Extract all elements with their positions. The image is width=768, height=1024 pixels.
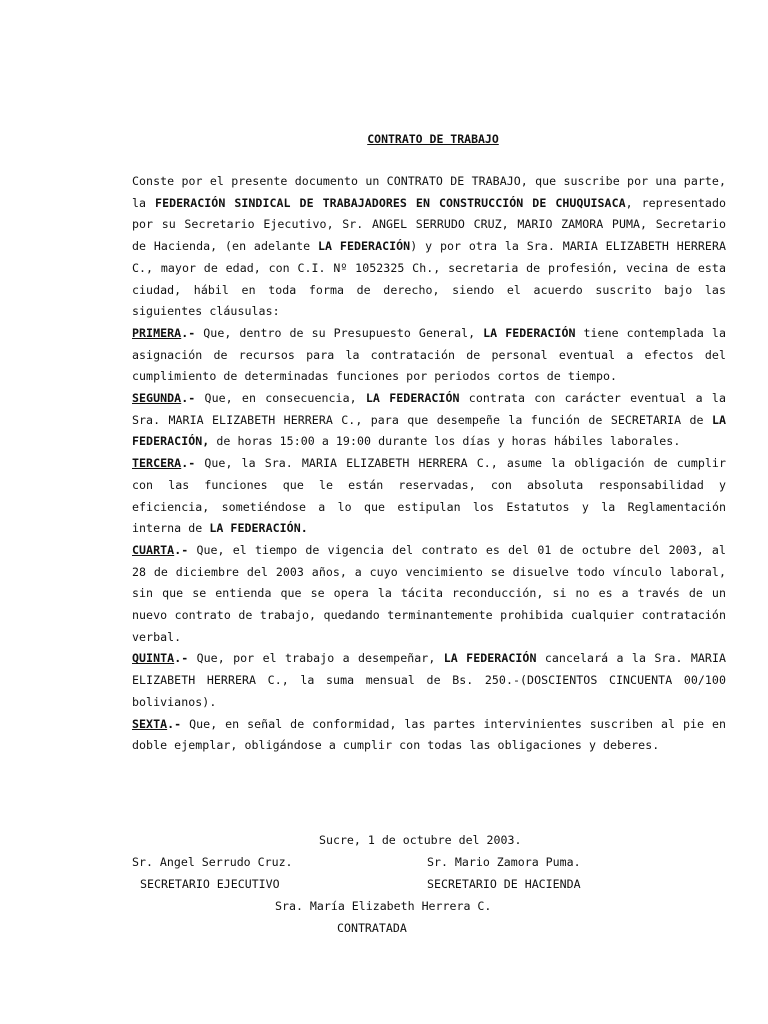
clause-label: TERCERA (132, 456, 182, 471)
contract-document (132, 128, 726, 757)
clause-text: de horas 15:00 a 19:00 durante los días y horas hábiles laborales. (209, 434, 681, 449)
signer-1-role: SECRETARIO EJECUTIVO (140, 877, 280, 891)
clause-bold: LA FEDERACIÓN, (132, 412, 726, 449)
federation-full-name: FEDERACIÓN SINDICAL DE TRABAJADORES EN CONSTRUCCIÓN DE CHUQUISACA (155, 195, 626, 210)
clause-bold: LA FEDERACIÓN. (209, 521, 308, 536)
clause-sep: .- (174, 542, 189, 557)
clause-bold: LA FEDERACIÓN (365, 391, 460, 406)
intro-text-2: , representado por su Secretario Ejecutivo, Sr. ANGEL SERRUDO CRUZ, MARIO ZAMORA PUMA, Secretario de Hacienda, (en adelante (132, 195, 727, 254)
clause-sep: .- (181, 391, 196, 406)
signer-3-name: Sra. María Elizabeth Herrera C. (275, 899, 492, 913)
intro-text-3: ) y por otra la Sra. MARIA ELIZABETH HERRERA C., mayor de edad, con C.I. Nº 1052325 Ch., secretaria de profesión, vecina de esta ciudad, hábil en toda forma de derecho, siendo el acuerdo suscrito bajo las siguientes cláusulas: (132, 239, 727, 319)
clause-text: cancelará a la Sra. MARIA ELIZABETH HERRERA C., la suma mensual de Bs. 250.-(DOSCIENTOS CINCUENTA 00/100 bolivianos). (132, 651, 727, 709)
clause-text: Que, la Sra. MARIA ELIZABETH HERRERA C., asume la obligación de cumplir con las funciones que le están reservadas, con absoluta responsabilidad y eficiencia, sometiéndose a lo que estipulan los Estatutos y la Reglamentación interna de (132, 456, 726, 536)
clause-tercera (132, 453, 726, 540)
clause-text: Que, en señal de conformidad, las partes intervinientes suscriben al pie en doble ejemplar, obligándose a cumplir con todas las obligaciones y deberes. (132, 716, 726, 753)
clause-label: SEGUNDA (132, 391, 182, 406)
clause-bold: LA FEDERACIÓN (483, 325, 576, 340)
clause-sep: .- (167, 716, 182, 731)
signer-2-name: Sr. Mario Zamora Puma. (427, 855, 581, 869)
clause-sep: .- (181, 456, 196, 471)
clause-segunda (132, 388, 726, 453)
signer-2-role: SECRETARIO DE HACIENDA (427, 877, 581, 891)
clause-label: SEXTA (132, 716, 168, 731)
clause-sexta (132, 714, 726, 757)
clause-text: contrata con carácter eventual a la Sra. MARIA ELIZABETH HERRERA C., para que desempeñe la función de SECRETARIA de (132, 391, 726, 427)
clause-sep: .- (181, 325, 196, 340)
clause-text: tiene contemplada la asignación de recursos para la contratación de personal eventual a efectos del cumplimiento de determinadas funciones por periodos cortos de tiempo. (132, 325, 726, 384)
clause-text: Que, el tiempo de vigencia del contrato es del 01 de octubre del 2003, al 28 de diciembre del 2003 años, a cuyo vencimiento se disuelve todo vínculo laboral, sin que se entienda que se opera la tácita reconducción, si no es a través de un nuevo contrato de trabajo, quedando terminantemente prohibida cualquier contratación verbal. (132, 542, 726, 644)
signer-3-role: CONTRATADA (337, 921, 407, 935)
signer-1-name: Sr. Angel Serrudo Cruz. (132, 855, 293, 869)
clause-quinta (132, 648, 726, 713)
clause-sep: .- (174, 651, 189, 666)
clause-label: CUARTA (132, 542, 175, 557)
place-date: Sucre, 1 de octubre del 2003. (319, 833, 522, 847)
federation-short-name: LA FEDERACIÓN (318, 239, 411, 254)
clause-label: QUINTA (132, 651, 175, 666)
clause-primera (132, 323, 726, 388)
clause-cuarta (132, 540, 726, 649)
clause-text: Que, dentro de su Presupuesto General, (195, 325, 484, 340)
intro-text-1: Conste por el presente documento un CONTRATO DE TRABAJO, que suscribe por una parte, la (132, 174, 726, 210)
document-title: CONTRATO DE TRABAJO (367, 132, 499, 146)
clause-bold: LA FEDERACIÓN (443, 651, 537, 666)
clause-label: PRIMERA (132, 325, 182, 340)
clause-text: Que, en consecuencia, (195, 391, 366, 406)
intro-paragraph (132, 171, 726, 323)
clause-text: Que, por el trabajo a desempeñar, (188, 651, 444, 666)
